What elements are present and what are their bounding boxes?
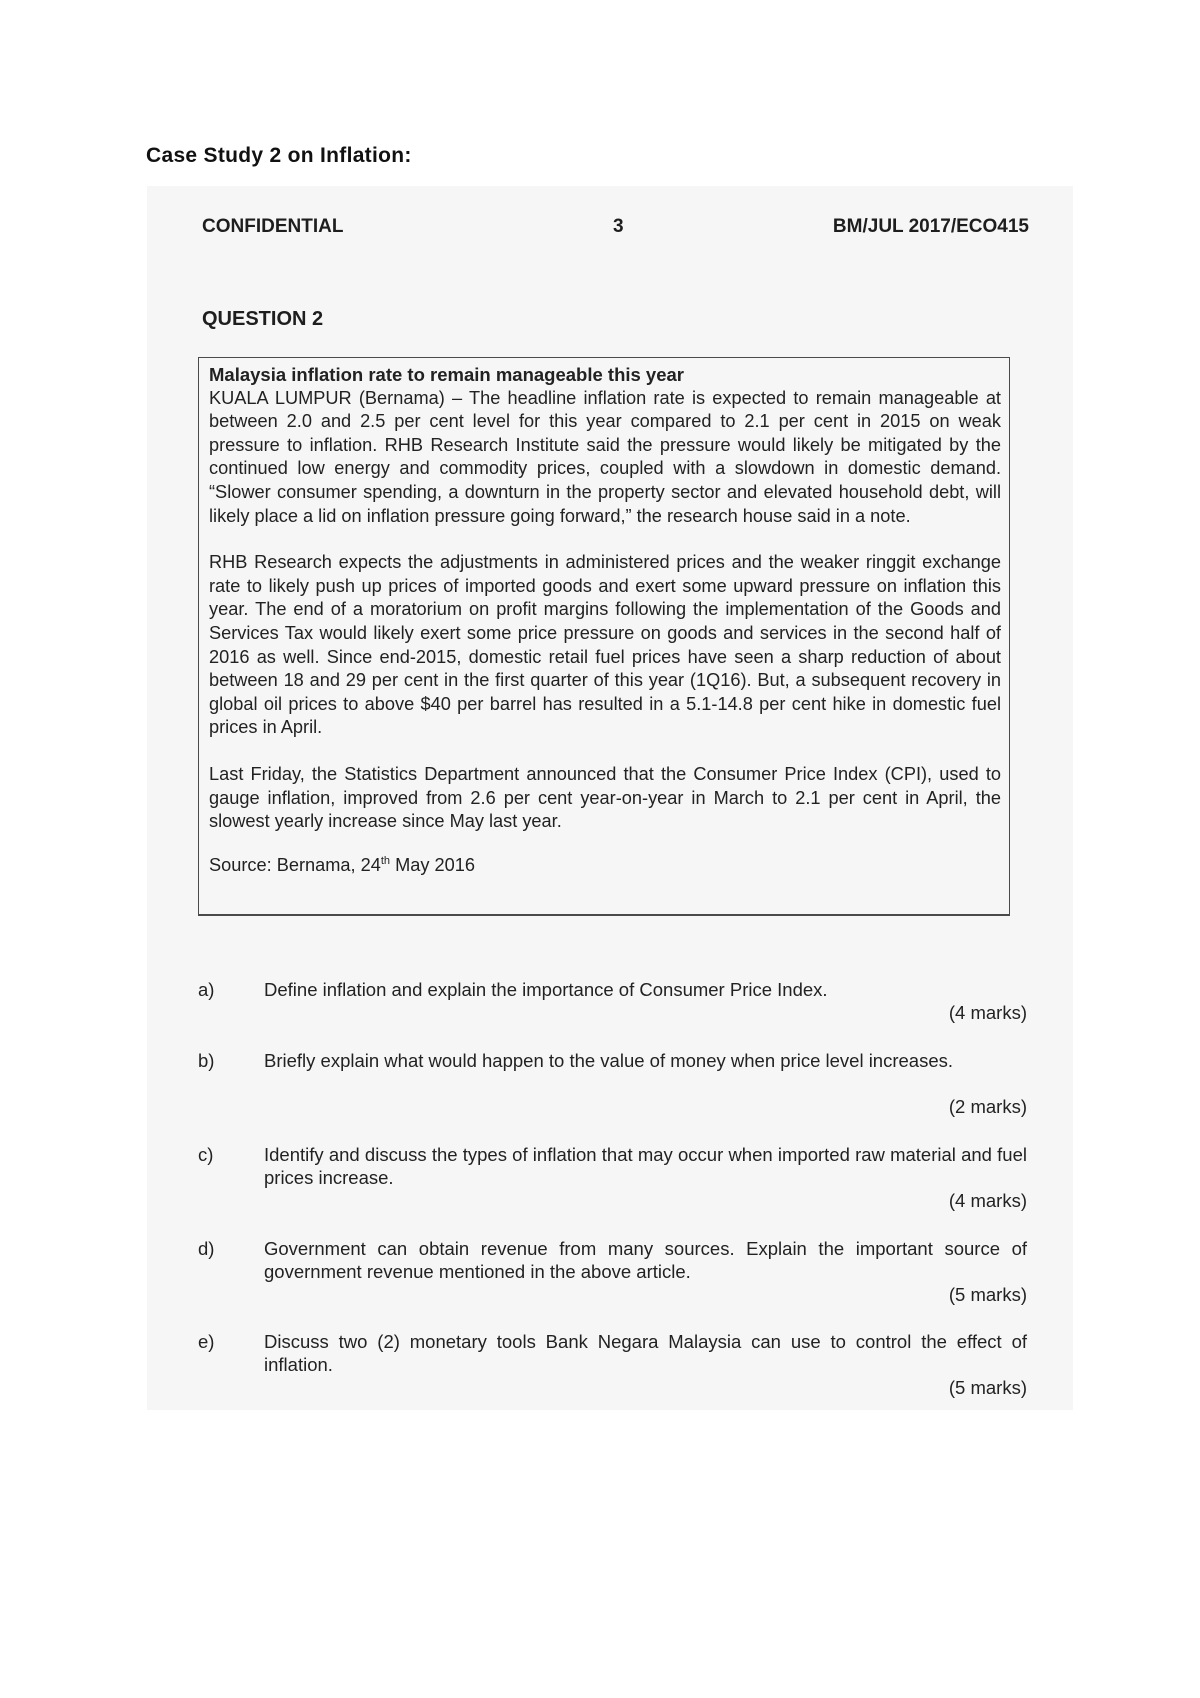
- question-title: QUESTION 2: [202, 308, 324, 330]
- question-item-c: [198, 1143, 1074, 1212]
- question-item-e: [198, 1330, 1074, 1399]
- question-marks: (5 marks): [948, 1377, 1027, 1398]
- question-letter: d): [198, 1238, 215, 1259]
- source-suffix: May 2016: [390, 854, 475, 875]
- question-letter: c): [198, 1144, 214, 1165]
- question-text: Identify and discuss the types of inflation that may occur when imported raw material and fuel prices increase.: [264, 1144, 1027, 1188]
- question-text: Define inflation and explain the importance of Consumer Price Index.: [264, 979, 828, 1000]
- question-letter: a): [198, 979, 215, 1000]
- article-paragraph-3: Last Friday, the Statistics Department announced that the Consumer Price Index (CPI), used to gauge inflation, improved from 2.6 per cent year-on-year in March to 2.1 per cent in April, the slowest yearly increase since May last year.: [209, 763, 1001, 832]
- page-number: 3: [613, 216, 624, 237]
- question-letter: e): [198, 1331, 215, 1352]
- question-item-a: [198, 978, 1074, 1024]
- source-superscript: th: [380, 854, 391, 867]
- question-text: Briefly explain what would happen to the value of money when price level increases.: [264, 1050, 954, 1071]
- question-marks: (4 marks): [948, 1002, 1027, 1023]
- article-box: [198, 357, 1010, 916]
- article-headline: Malaysia inflation rate to remain manageable this year: [209, 364, 685, 385]
- question-marks: (2 marks): [948, 1096, 1027, 1117]
- document-title: Case Study 2 on Inflation:: [146, 144, 412, 167]
- confidential-label: CONFIDENTIAL: [202, 216, 344, 237]
- question-text: Government can obtain revenue from many sources. Explain the important source of government revenue mentioned in the above article.: [264, 1238, 1027, 1282]
- question-marks: (5 marks): [948, 1284, 1027, 1305]
- question-text: Discuss two (2) monetary tools Bank Negara Malaysia can use to control the effect of inflation.: [264, 1331, 1027, 1375]
- exam-code: BM/JUL 2017/ECO415: [832, 216, 1029, 237]
- question-item-d: [198, 1237, 1074, 1306]
- source-prefix: Source: Bernama, 24: [209, 854, 381, 875]
- question-item-b: [198, 1049, 1074, 1118]
- article-paragraph-2: RHB Research expects the adjustments in administered prices and the weaker ringgit exchange rate to likely push up prices of imported goods and exert some upward pressure on inflation this year. The end of a moratorium on profit margins following the implementation of the Goods and Services Tax would likely exert some price pressure on goods and services in the second half of 2016 as well. Since end-2015, domestic retail fuel prices have seen a sharp reduction of about between 18 and 29 per cent in the first quarter of this year (1Q16). But, a subsequent recovery in global oil prices to above $40 per barrel has resulted in a 5.1-14.8 per cent hike in domestic fuel prices in April.: [209, 552, 1001, 738]
- article-source: [209, 854, 1001, 878]
- article-paragraph-1: KUALA LUMPUR (Bernama) – The headline inflation rate is expected to remain manageable at between 2.0 and 2.5 per cent level for this year compared to 2.1 per cent in 2015 on weak pressure to inflation. RHB Research Institute said the pressure would likely be mitigated by the continued low energy and commodity prices, coupled with a slowdown in domestic demand. “Slower consumer spending, a downturn in the property sector and elevated household debt, will likely place a lid on inflation pressure going forward,” the research house said in a note.: [209, 387, 1001, 526]
- question-marks: (4 marks): [948, 1190, 1027, 1211]
- scanned-exam-page: [147, 186, 1073, 1410]
- question-letter: b): [198, 1050, 215, 1071]
